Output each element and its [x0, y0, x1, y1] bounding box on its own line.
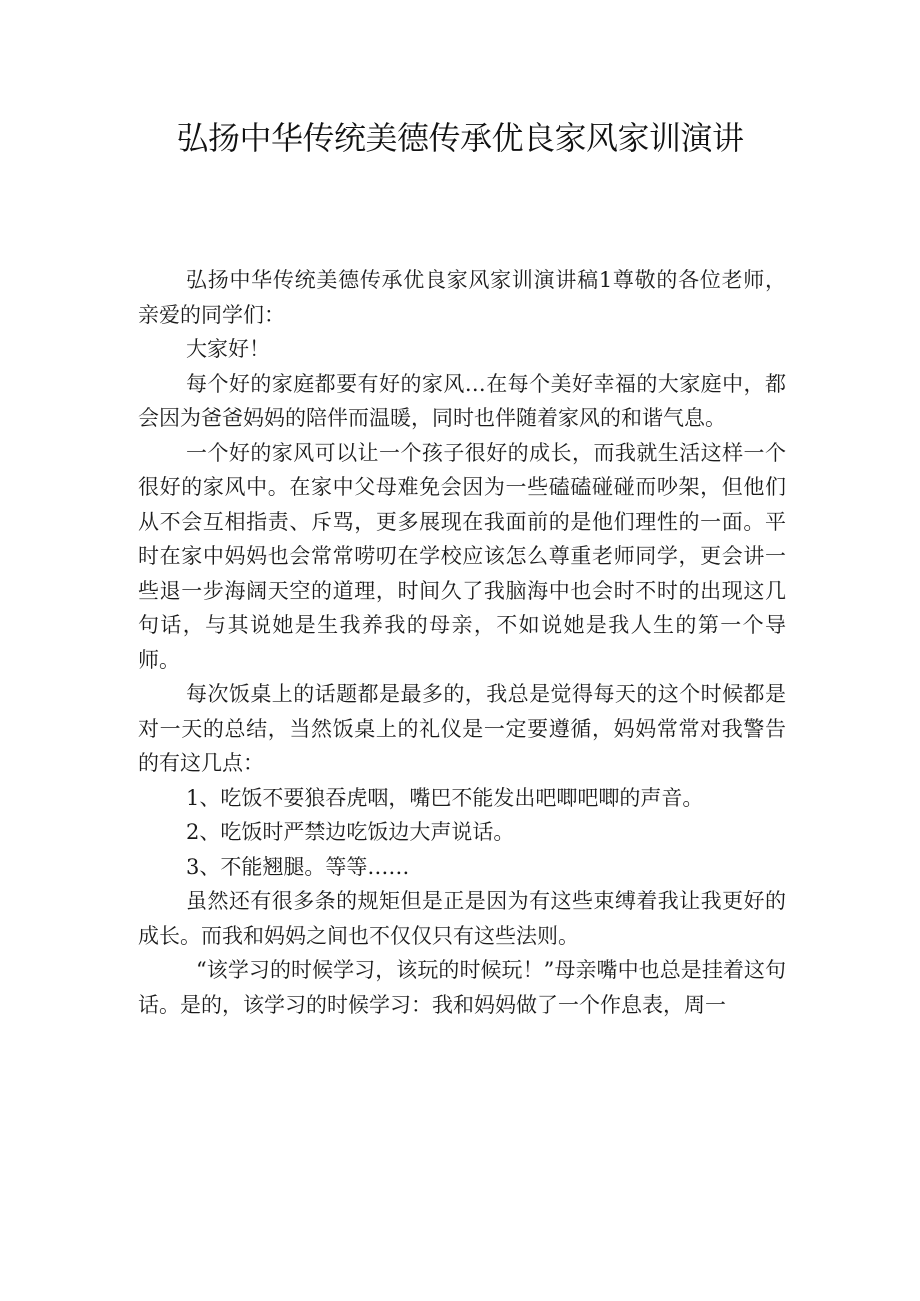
paragraph-hello: 大家好！: [186, 337, 270, 361]
paragraph-dinner-table: 每次饭桌上的话题都是最多的，我总是觉得每天的这个时候都是对一天的总结，当然饭桌上的礼仪是一定要遵循，妈妈常常对我警告的有这几点：: [138, 682, 786, 775]
document-title: 弘扬中华传统美德传承优良家风家训演讲: [176, 119, 744, 157]
paragraph-rule-2: 2、吃饭时严禁边吃饭边大声说话。: [186, 820, 515, 844]
document-body: [138, 263, 786, 1022]
paragraph-family-style: 每个好的家庭都要有好的家风…在每个美好幸福的大家庭中，都会因为爸爸妈妈的陪伴而温暖，同时也伴随着家风的和谐气息。: [138, 371, 786, 430]
paragraph-rule-3: 3、不能翘腿。等等……: [186, 854, 410, 879]
paragraph-greeting: 弘扬中华传统美德传承优良家风家训演讲稿1尊敬的各位老师，亲爱的同学们：: [138, 268, 786, 327]
paragraph-rule-1: 1、吃饭不要狼吞虎咽，嘴巴不能发出吧唧吧唧的声音。: [186, 785, 704, 810]
paragraph-study-play: “该学习的时候学习，该玩的时候玩！”母亲嘴中也总是挂着这句话。是的，该学习的时候学习：我和妈妈做了一个作息表，周一: [138, 958, 786, 1017]
paragraph-rules-summary: 虽然还有很多条的规矩但是正是因为有这些束缚着我让我更好的成长。而我和妈妈之间也不仅仅只有这些法则。: [138, 889, 786, 948]
paragraph-growth: 一个好的家风可以让一个孩子很好的成长，而我就生活这样一个很好的家风中。在家中父母难免会因为一些磕磕碰碰而吵架，但他们从不会互相指责、斥骂，更多展现在我面前的是他们理性的一面。平时在家中妈妈也会常常唠叨在学校应该怎么尊重老师同学，更会讲一些退一步海阔天空的道理，时间久了我脑海中也会时不时的出现这几句话，与其说她是生我养我的母亲，不如说她是我人生的第一个导师。: [138, 440, 786, 672]
